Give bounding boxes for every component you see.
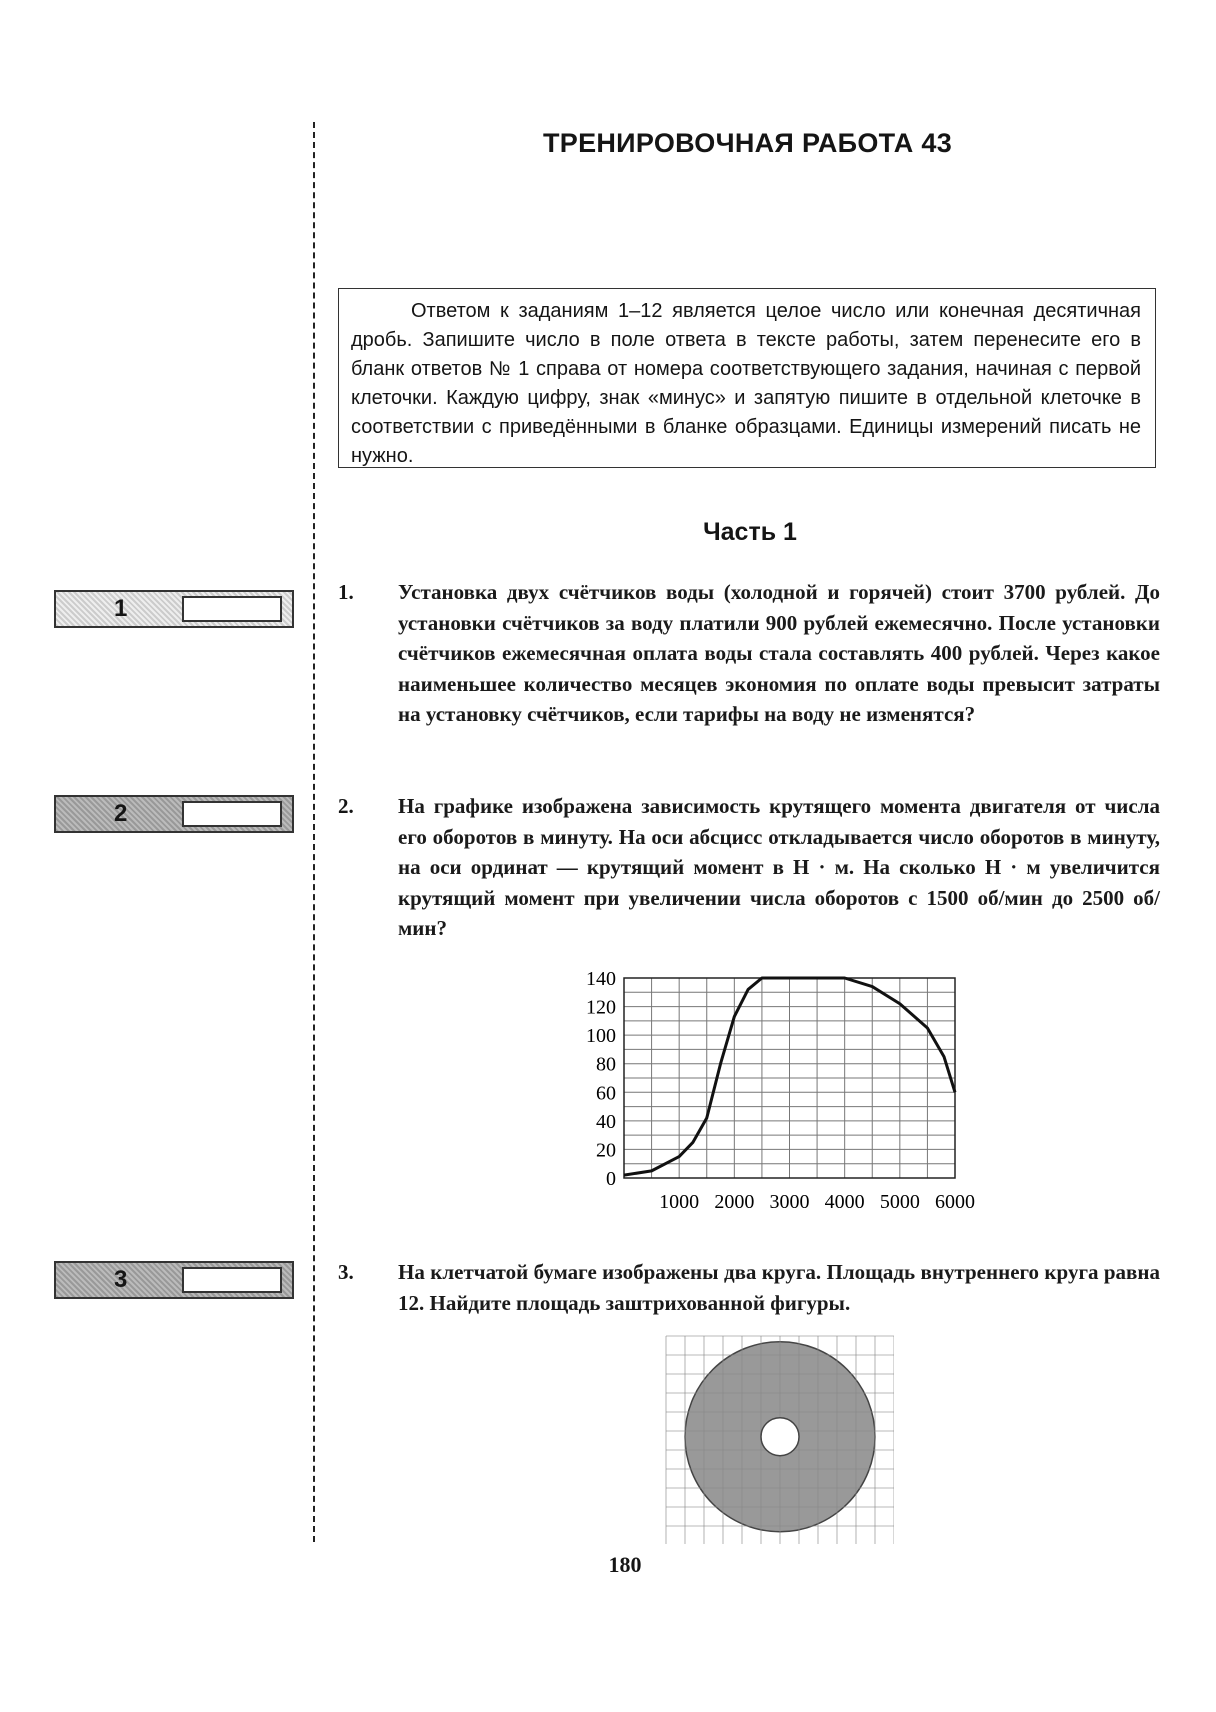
x-tick-label: 6000 [935, 1191, 975, 1213]
question-text: На клетчатой бумаге изображены два круга. Площадь внутреннего круга равна 12. Найдите площадь заштрихованной фигуры. [398, 1260, 1160, 1315]
y-tick-label: 60 [596, 1082, 616, 1105]
answer-field[interactable] [182, 1267, 282, 1293]
answer-box-label: 2 [114, 800, 128, 827]
y-tick-label: 40 [596, 1110, 616, 1133]
y-tick-label: 140 [586, 968, 616, 990]
x-tick-label: 4000 [824, 1191, 865, 1213]
x-tick-label: 3000 [769, 1191, 810, 1213]
answer-box-label: 3 [114, 1266, 128, 1293]
y-tick-label: 80 [596, 1053, 616, 1076]
y-tick-label: 0 [606, 1168, 616, 1190]
question-number: 1. [338, 580, 354, 604]
x-tick-label: 1000 [659, 1191, 700, 1213]
torque-chart [560, 960, 990, 1220]
question-text: Установка двух счётчиков воды (холодной и горячей) стоит 3700 рублей. До установки счётчиков за воду платили 900 рублей ежемесячно. После установки счётчиков ежемесячная оплата воды стала составлять 400 рублей. Через какое наименьшее количество месяцев экономия по оплате воды превысит затраты на установку счётчиков, если тарифы на воду не изменятся? [398, 580, 1160, 726]
answer-field[interactable] [182, 596, 282, 622]
question-text: На графике изображена зависимость крутящего момента двигателя от числа его оборотов в минуту. На оси абсцисс откладывается число оборотов в минуту, на оси ординат — крутящий момент в Н · м. На сколько Н · м увеличится крутящий момент при увеличении числа оборотов с 1500 об/мин до 2500 об/мин? [398, 794, 1160, 940]
page-title: ТРЕНИРОВОЧНАЯ РАБОТА 43 [542, 128, 953, 158]
circles-figure [664, 1334, 894, 1544]
question-number: 3. [338, 1260, 354, 1284]
cut-line-divider [313, 122, 315, 1542]
x-tick-label: 5000 [879, 1191, 920, 1213]
answer-box-label: 1 [114, 595, 128, 622]
answer-box-3 [54, 1261, 294, 1299]
instructions-box: Ответом к заданиям 1–12 является целое число или конечная десятичная дробь. Запишите число в поле ответа в тексте работы, затем перенесите его в бланк ответов № 1 справа от номера соответствующего задания, начиная с первой клеточки. Каждую цифру, знак «минус» и запятую пишите в отдельной клеточке в соответствии с приведёнными в бланке образцами. Единицы измерений писать не нужно. [338, 288, 1156, 468]
answer-box-1 [54, 590, 294, 628]
answer-field[interactable] [182, 801, 282, 827]
answer-box-2 [54, 795, 294, 833]
y-tick-label: 120 [586, 996, 616, 1019]
part-heading: Часть 1 [703, 518, 797, 546]
y-tick-label: 100 [586, 1025, 616, 1048]
inner-circle [761, 1418, 799, 1456]
page-number: 180 [608, 1552, 642, 1577]
x-tick-label: 2000 [714, 1191, 755, 1213]
question-number: 2. [338, 794, 354, 818]
y-tick-label: 20 [596, 1139, 616, 1162]
